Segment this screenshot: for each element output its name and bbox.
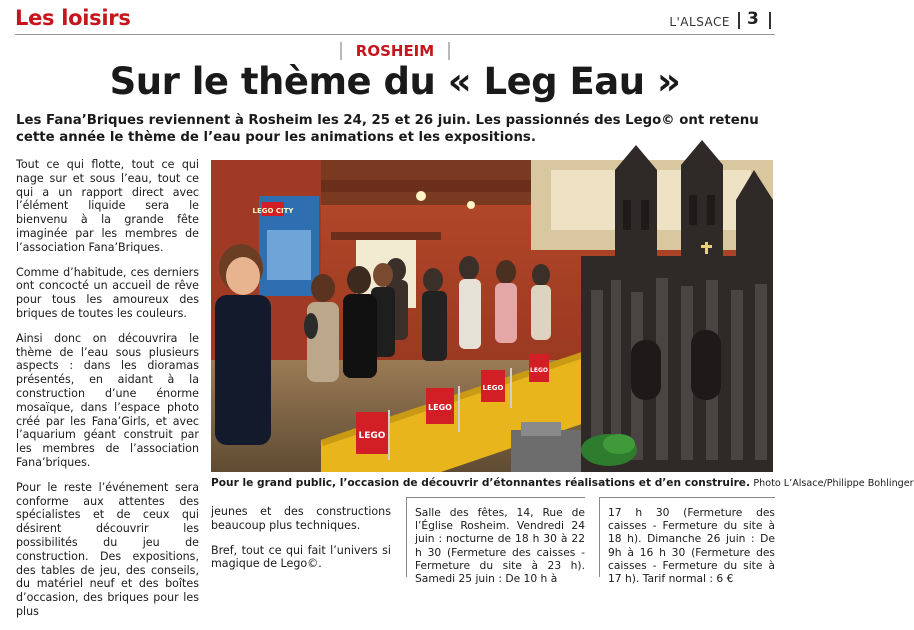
lego-banner-label: LEGO <box>358 431 386 441</box>
page-number-divider-right <box>769 12 771 29</box>
lego-banner-label: LEGO <box>530 367 548 374</box>
body-paragraph: Pour le reste l’événement sera conforme aux attentes des spécialistes et de ceux qui désirent découvrir les possibilités du jeu de construction. Des expositions, des tables de jeu, des conseils, du matériel neuf et des boîtes d’occasion, des briques pour les plus <box>16 480 199 618</box>
info-box-1: Salle des fêtes, 14, Rue de l’Église Rosheim. Vendredi 24 juin : nocturne de 18 h 30 à 22 h 30 (Fermeture des caisses - Fermeture du site à 23 h). Samedi 25 juin : De 10 h à <box>406 497 585 577</box>
lego-box-logo: LEGO CITY <box>252 207 294 215</box>
photo-caption <box>211 477 914 490</box>
page-number: 3 <box>747 9 759 29</box>
article-kicker: ROSHEIM <box>340 42 450 60</box>
section-title: Les loisirs <box>15 6 131 30</box>
photo-credit: Photo L’Alsace/Philippe Bohlinger <box>753 478 914 489</box>
body-paragraph: Tout ce qui flotte, tout ce qui nage sur et sous l’eau, tout ce qui a un rapport direct avec l’élément liquide sera le bienvenu à la grande fête imaginée par les membres de l’association Fana’Briques. <box>16 158 199 254</box>
article-lead: Les Fana’Briques reviennent à Rosheim les 24, 25 et 26 juin. Les passionnés des Lego© ont retenu cette année le thème de l’eau pour les animations et les expositions. <box>16 113 759 145</box>
lego-banner-label: LEGO <box>482 384 504 392</box>
info-box-2: 17 h 30 (Fermeture des caisses - Fermeture du site à 18 h). Dimanche 26 juin : De 9h à 16 h 30 (Fermeture des caisses - Fermeture du site à 17 h). Tarif normal : 6 € <box>599 497 775 577</box>
article-headline: Sur le thème du « Leg Eau » <box>109 60 681 103</box>
body-paragraph: Comme d’habitude, ces derniers ont concocté un accueil de rêve pour tous les amoureux des briques de toutes les couleurs. <box>16 265 199 320</box>
header-rule <box>15 34 775 35</box>
caption-text: Pour le grand public, l’occasion de découvrir d’étonnantes réalisations et d’en construire. <box>211 477 751 489</box>
body-paragraph: Bref, tout ce qui fait l’univers si magique de Lego©. <box>211 543 391 571</box>
page-header <box>0 0 790 34</box>
body-paragraph: jeunes et des constructions beaucoup plus techniques. <box>211 505 391 532</box>
page-number-divider <box>738 12 740 29</box>
kicker-container <box>0 41 790 60</box>
article-body-column-1 <box>16 158 199 630</box>
lego-banner-label: LEGO <box>428 403 452 412</box>
body-paragraph: Ainsi donc on découvrira le thème de l’eau sous plusieurs aspects : dans les dioramas présentés, en aidant à la construction d’une énorme mosaïque, dans l’espace photo créé par les Fana’Girls, et avec l’aquarium géant construit par les membres de l’association Fana’briques. <box>16 331 199 469</box>
article-body-column-2 <box>211 505 391 582</box>
lego-exhibition-photo <box>211 160 773 472</box>
newspaper-name: L'ALSACE <box>669 15 730 29</box>
article-photo <box>211 160 773 472</box>
